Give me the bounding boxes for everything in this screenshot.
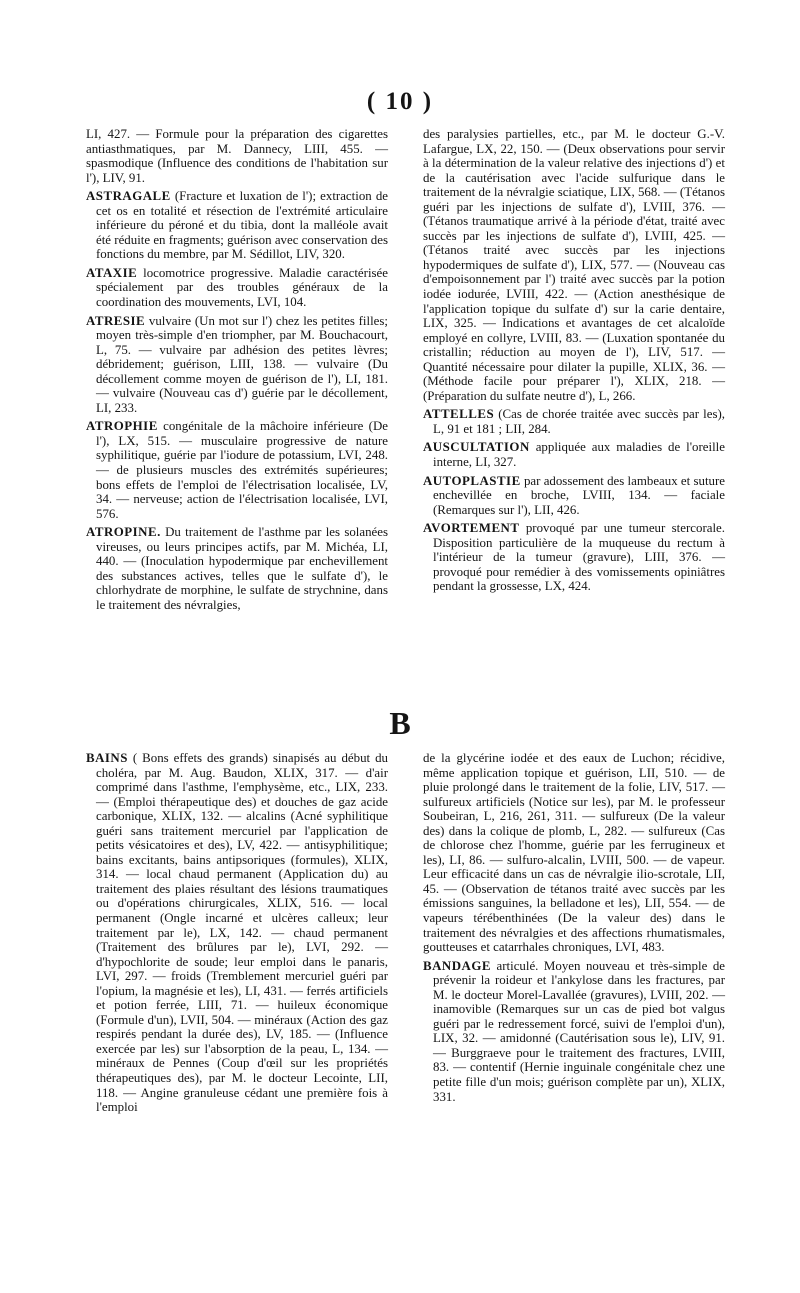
index-entry [423, 407, 725, 436]
entry-headword: ATRESIE [86, 313, 146, 328]
entry-headword: BANDAGE [423, 958, 491, 973]
page-number: ( 10 ) [366, 88, 434, 115]
index-entry [423, 474, 725, 518]
column-right-top [423, 127, 725, 598]
entry-headword: ATAXIE [86, 265, 138, 280]
column-left-bottom [86, 751, 388, 1119]
entry-text: congénitale de la mâchoire inférieure (De l'), LX, 515. — musculaire progressive de nature syphilitique, guérie par l'iodure de potassium, LVI, 248. — de plusieurs muscles des extrémités supérieures; bons effets de l'emploi de l'électrisation localisée, LV, 34. — nerveuse; action de l'électrisation localisée, LVI, 576. [96, 419, 388, 521]
entry-text: articulé. Moyen nouveau et très-simple de prévenir la roideur et l'ankylose dans les fractures, par M. le docteur Morel-Lavallée (gravures), LVIII, 202. — inamovible (Remarques sur un cas de pied bot valgus guéri par le redressement forcé, suivi de l'emploi d'un), LIX, 32. — amidonné (Cautérisation sous le), LIV, 91. — Burggraeve pour le traitement des fractures, LVIII, 83. — contentif (Hernie inguinale congénitale chez une petite fille d'un mois; guérison complète par un), XLIX, 331. [433, 958, 725, 1104]
entry-text: de la glycérine iodée et des eaux de Luchon; récidive, même application topique et guérison, LII, 510. — de pluie prolongé dans le traitement de la folie, LIV, 517. — sulfureux artificiels (Notice sur les), par M. le professeur Soubeiran, L, 216, 261, 311. — sulfureux (De la valeur des) dans la colique de plomb, L, 282. — sulfureux (Cas de chlorose chez l'homme, guérie par les ferrugineux et les), LI, 86. — sulfuro-alcalin, LVIII, 500. — de vapeur. Leur efficacité dans un cas de névralgie ilio-scrotale, LII, 45. — (Observation de tétanos traité avec succès par les émissions sanguines, la belladone et les), LII, 554. — de vapeurs térébenthinées (De la valeur des) dans le traitement des névralgies et des affections rhumatismales, goutteuses et catarrhales chroniques, LVI, 483. [423, 751, 725, 955]
column-left-top [86, 127, 388, 617]
index-entry [86, 419, 388, 521]
entry-text: ( Bons effets des grands) sinapisés au début du choléra, par M. Aug. Baudon, XLIX, 317. — d'air comprimé dans l'asthme, l'emphysème, etc., LIX, 233. — (Emploi thérapeutique des) et douches de gaz acide carbonique, XLIX, 132. — alcalins (Acné syphilitique guéri sans traitement mercuriel par l'application de petits vésicatoires et des), LV, 422. — antisyphilitique; bains excitants, bains antipsoriques (formules), XLIX, 314. — local chaud permanent (Application du) au traitement des plaies résultant des lésions traumatiques ou d'opérations chirurgicales, XLIX, 516. — local permanent (Ongle incarné et ulcères calleux; leur traitement par le), LX, 142. — chaud permanent (Traitement des brûlures par le), LVI, 292. — d'hypochlorite de soude; leur emploi dans le panaris, LVI, 297. — froids (Tremblement mercuriel guéri par l'opium, la magnésie et les), LI, 431. — ferrés artificiels et potion ferrée, LIII, 71. — huileux économique (Formule d'un), LVII, 504. — minéraux (Action des gaz respirés pendant la durée des), LV, 185. — (Influence exercée par les) sur l'absorption de la peau, L, 134. — minéraux de Pennes (Coup d'œil sur les propriétés thérapeutiques des), par M. le docteur Lecointe, LII, 118. — Angine granuleuse cédant une première fois à l'emploi [96, 751, 388, 1115]
section-letter: B [389, 705, 411, 741]
entry-headword: ATROPHIE [86, 419, 158, 434]
entry-text: des paralysies partielles, etc., par M. le docteur G.-V. Lafargue, LX, 22, 150. — (Deux observations pour servir à la détermination de la valeur relative des injections d') et de la cautérisation avec l'acide sulfurique dans le traitement de la névralgie sciatique, LIX, 568. — (Tétanos guéri par les injections de sulfate d'), LVIII, 376. — (Tétanos traumatique arrivé à la période d'état, traité avec succès par les injections de sulfate d'), LVIII, 425. — (Tétanos traité avec succès par les injections hypodermiques de sulfate d'), LIX, 577. — (Nouveau cas d'empoisonnement par l') traité avec succès par la potion iodée iodurée, LVIII, 422. — (Action anesthésique de l'application topique du sulfate d') sur la carie dentaire, LIX, 325. — Indications et avantages de cet alcaloïde employé en collyre, LVIII, 83. — (Luxation spontanée du cristallin; réduction au moyen de l'), LIV, 517. — Quantité nécessaire pour dilater la pupille, XLIX, 36. — (Méthode facile pour préparer l'), XLIX, 218. — (Préparation du sulfate neutre d'), L, 266. [423, 127, 725, 403]
entry-headword: AUTOPLASTIE [423, 473, 521, 488]
entry-text: locomotrice progressive. Maladie caractérisée spécialement par des troubles généraux de la coordination des mouvements, LVI, 104. [96, 265, 388, 310]
entry-text: vulvaire (Un mot sur l') chez les petites filles; moyen très-simple d'en triompher, par M. Bouchacourt, L, 75. — vulvaire par adhésion des petites lèvres; débridement; guérison, LIII, 138. — vulvaire (Du décollement comme moyen de guérison de l'), LI, 181. — vulvaire (Nouveau cas d') guérie par le décollement, LI, 233. [96, 313, 388, 415]
index-entry [86, 127, 388, 185]
entry-text: (Cas de chorée traitée avec succès par les), L, 91 et 181 ; LII, 284. [433, 407, 725, 436]
index-entry [423, 127, 725, 403]
entry-text: par adossement des lambeaux et suture enchevillée en broche, LVIII, 134. — faciale (Remarques sur l'), LII, 426. [433, 473, 726, 517]
index-entry [86, 189, 388, 262]
entry-headword: ASTRAGALE [86, 189, 171, 204]
column-right-bottom [423, 751, 725, 1108]
entry-text: Du traitement de l'asthme par les solanées vireuses, ou leurs principes actifs, par M. Michéa, LI, 440. — (Inoculation hypodermique par enchevillement des substances actives, telles que le sulfate d'), le chlorhydrate de morphine, le sulfate de strychnine, dans le traitement des névralgies, [96, 525, 388, 612]
index-entry [86, 266, 388, 310]
index-entry [86, 751, 388, 1115]
entry-text: provoqué par une tumeur stercorale. Disposition particulière de la muqueuse du rectum à l'intérieur de la tumeur (gravure), LIII, 376. — provoqué pour remédier à des vomissements opiniâtres pendant la grossesse, LX, 424. [433, 521, 725, 594]
entry-text: LI, 427. — Formule pour la préparation des cigarettes antiasthmatiques, par M. Dannecy, LIII, 455. — spasmodique (Influence des conditions de l'habitation sur l'), LIV, 91. [86, 127, 388, 185]
index-entry [423, 959, 725, 1104]
index-entry [423, 440, 725, 469]
entry-text: (Fracture et luxation de l'); extraction de cet os en totalité et résection de l'extrémité articulaire inférieure du péroné et du tibia, dont la malléole avait été réduite en fragments; guérison avec conservation des fonctions du membre, par M. Sédillot, LIV, 320. [96, 189, 388, 262]
entry-text: appliquée aux maladies de l'oreille interne, LI, 327. [433, 440, 725, 470]
index-entry [423, 521, 725, 594]
entry-headword: AVORTEMENT [423, 521, 520, 536]
index-entry [86, 525, 388, 612]
index-entry [423, 751, 725, 955]
entry-headword: BAINS [86, 751, 128, 765]
index-entry [86, 314, 388, 416]
entry-headword: ATROPINE. [86, 525, 161, 540]
entry-headword: AUSCULTATION [423, 440, 530, 455]
entry-headword: ATTELLES [423, 407, 495, 422]
